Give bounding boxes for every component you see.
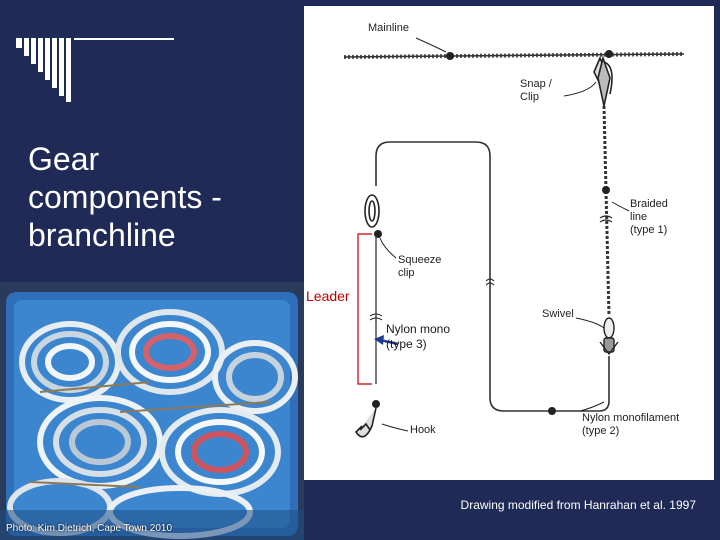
hook-label: Hook — [410, 424, 436, 436]
hook-shape — [356, 408, 376, 437]
swivel-label: Swivel — [542, 308, 574, 320]
braided-line — [604, 106, 609, 316]
snap-clip-label: Snap / Clip — [520, 78, 552, 103]
drawing-credit: Drawing modified from Hanrahan et al. 1997 — [460, 498, 696, 512]
snap-clip-shape — [594, 58, 612, 106]
logo-bars-decoration — [14, 26, 174, 106]
squeeze-clip-label: Squeeze clip — [398, 254, 442, 279]
mainline-knot — [605, 50, 613, 58]
mainline-label: Mainline — [368, 22, 409, 34]
branchline-photo — [0, 282, 304, 540]
leader-bracket — [358, 234, 372, 384]
leader-label: Leader — [306, 288, 350, 304]
swivel-shape — [600, 318, 618, 354]
nylon-mono-label: Nylon mono (type 3) — [386, 322, 451, 351]
branchline-diagram — [304, 6, 714, 480]
photo-credit: Photo: Kim Dietrich, Cape Town 2010 — [6, 523, 173, 534]
nylon-monofilament-label: Nylon monofilament (type 2) — [582, 412, 680, 437]
slide-title: Gear components - branchline — [28, 141, 222, 253]
mainline-knot — [446, 52, 454, 60]
braided-line-label: Braided line (type 1) — [630, 198, 668, 236]
squeeze-clip-shape — [365, 195, 379, 227]
